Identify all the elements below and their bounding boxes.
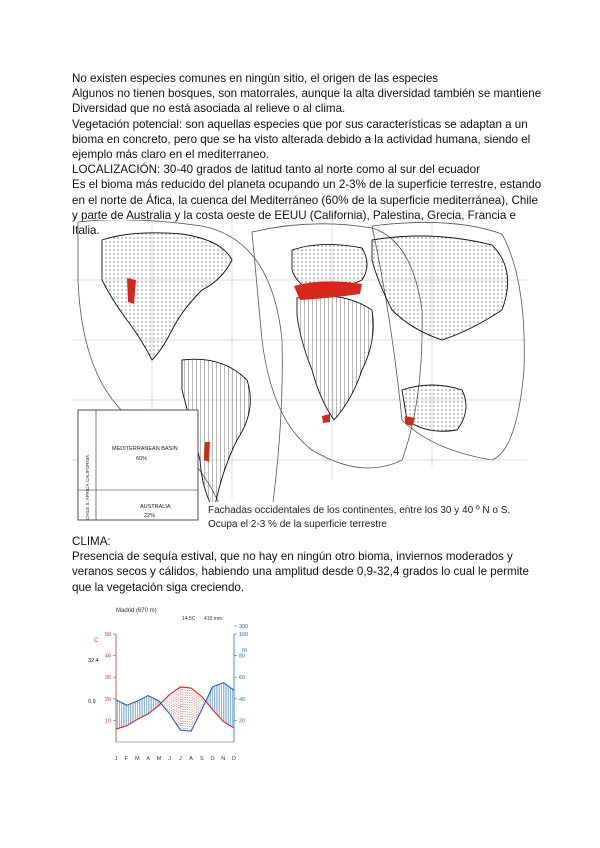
month-label: N [221,756,226,762]
month-label: J [114,756,118,762]
intro-text [72,71,542,238]
legend-side-top: CALIFORNIA [85,454,90,482]
region-chile [204,442,210,462]
paragraph-diversidad: Diversidad que no está asociada al relieve o al clima. [72,102,346,116]
map-caption-2: Ocupa el 2-3 % de la superficie terrestre [208,519,387,530]
tick-label-temperature: 50 [104,632,111,638]
month-label: J [168,756,172,762]
map-legend [78,410,198,520]
legend-aus: AUSTRALIA [140,504,171,510]
y-label-precipitation: m [242,648,247,654]
month-label: A [189,756,193,762]
map-caption-1: Fachadas occidentales de los continentes, entre los 30 y 40 º N o S. [208,505,511,516]
month-label: J [178,756,182,762]
month-label: A [146,756,151,762]
tick-label-precipitation: 60 [239,675,246,682]
asia [372,236,508,340]
y-label-temperature: C [94,638,99,644]
chart-title: Madrid (670 m) [116,608,157,614]
tick-label-temperature: 10 [104,718,111,725]
tick-label-temperature: 30 [104,675,111,682]
chart-subtitle-right: 415 mm [204,616,223,622]
world-map-figure [72,220,527,532]
paragraph-especies: No existen especies comunes en ningún sitio, el origen de las especies [72,72,439,85]
clima-heading: CLIMA: [72,535,111,548]
marked-value: 32.4 [88,658,99,665]
tick-label-precipitation: 300 [239,624,249,630]
tick-label-precipitation: 100 [239,632,249,638]
month-label: M [156,756,162,762]
climograph [86,604,256,769]
chart-subtitle-left: 14,5C [182,616,196,622]
region-mediterranean-basin [294,281,362,300]
africa [297,296,373,420]
tick-label-precipitation: 40 [239,696,246,703]
paragraph-localizacion: LOCALIZACIÓN: 30-40 grados de latitud tanto al norte como al sur del ecuador [72,163,480,177]
clima-paragraph: Presencia de sequía estival, que no hay en ningún otro bioma, inviernos moderados y veranos secos y cálidos, habiendo una amplitud desde 0,9-32,4 grados lo cual le permite que la vegetación siga creciendo. [72,550,529,594]
paragraph-vegetacion: Vegetación potencial: son aquellas especies que por sus características se adaptan a un bioma en concreto, pero que se ha visto alterada debido a la actividad humana, siendo el ejemplo más claro en el mediterraneo. [72,117,531,162]
tick-label-precipitation: 20 [239,718,246,725]
month-label: F [125,756,129,762]
region-south-africa [322,414,330,423]
marked-value: 0.9 [88,699,96,706]
paragraph-matorrales: Algunos no tienen bosques, son matorrales, aunque la alta diversidad también se mantiene [72,87,542,101]
month-label: M [135,756,140,762]
month-label: O [210,756,215,762]
month-label: S [199,756,204,762]
legend-side-bottom: CHILE S. AFRICA [85,483,90,520]
north-america [102,233,232,360]
legend-med-pct: 60% [136,456,148,462]
clima-section [72,534,542,595]
legend-aus-pct: 22% [144,513,156,519]
month-label: D [232,756,236,762]
plot-area [88,624,248,762]
tick-label-precipitation: 80 [239,653,246,660]
tick-label-temperature: 40 [104,653,111,660]
paragraph-bioma: Es el bioma más reducido del planeta ocupando un 2-3% de la superficie terrestre, estando en el norte de Áfica, la cuenca del Mediterráneo (60% de la superficie mediterránea), Chile y parte de Australia y la costa oeste de EEUU (California), Palestina, Grecia, Francia e Italia. [72,178,542,238]
legend-med: MEDITERRANEAN BASIN [112,446,178,452]
tick-label-temperature: 20 [104,696,111,703]
